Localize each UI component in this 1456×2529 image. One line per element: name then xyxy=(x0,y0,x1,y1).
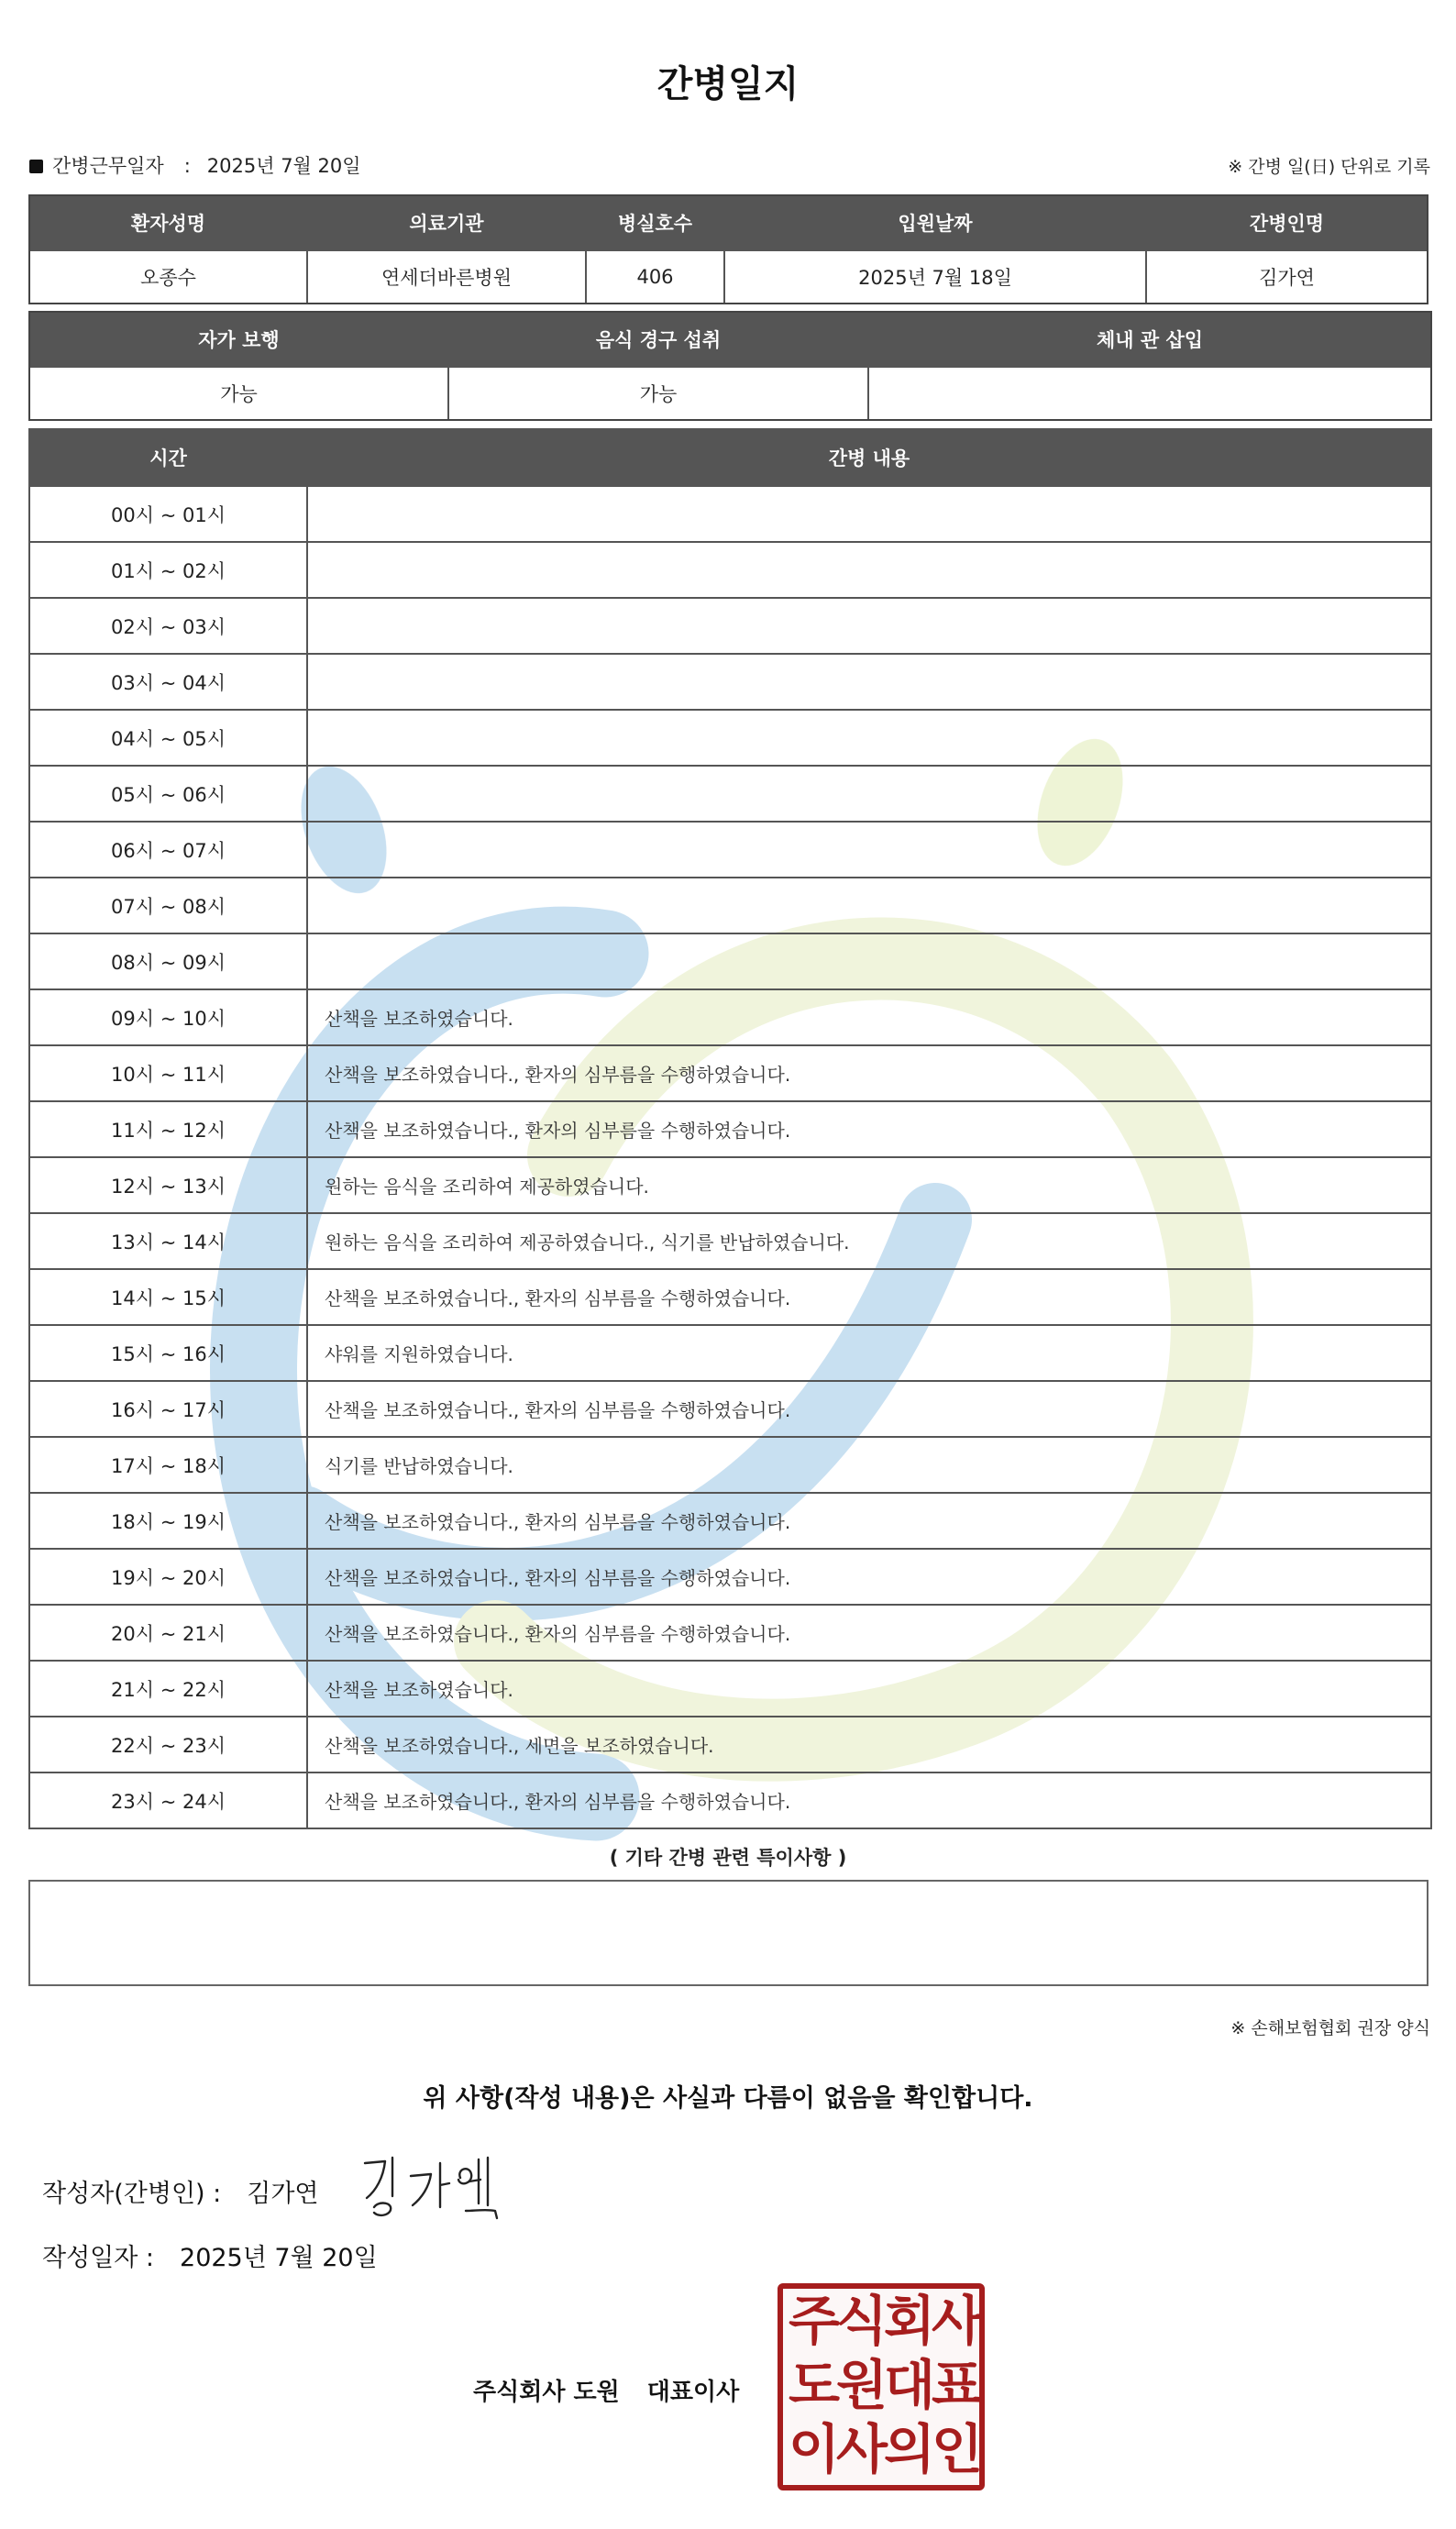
log-time: 16시 ~ 17시 xyxy=(30,1380,308,1436)
log-row xyxy=(30,1156,1430,1212)
writer-line xyxy=(42,2173,319,2209)
log-row xyxy=(30,653,1430,709)
log-time: 13시 ~ 14시 xyxy=(30,1212,308,1268)
status-header-row xyxy=(30,313,1430,366)
log-note xyxy=(308,541,1430,597)
log-note: 산책을 보조하였습니다., 환자의 심부름을 수행하였습니다. xyxy=(308,1268,1430,1324)
seal-character: 의 xyxy=(884,2418,936,2480)
form-note: ※ 손해보험협회 권장 양식 xyxy=(1230,2018,1430,2038)
log-note xyxy=(308,933,1430,988)
patient-name: 오종수 xyxy=(30,249,308,303)
header-care-content: 간병 내용 xyxy=(308,430,1430,485)
confirmation-statement: 위 사항(작성 내용)은 사실과 다름이 없음을 확인합니다. xyxy=(423,2084,1033,2113)
seal-character: 사 xyxy=(932,2290,984,2352)
writer-name: 김가연 xyxy=(247,2180,319,2208)
log-row xyxy=(30,1548,1430,1604)
log-time: 15시 ~ 16시 xyxy=(30,1324,308,1380)
log-row xyxy=(30,933,1430,988)
seal-row xyxy=(783,2289,984,2353)
log-note: 산책을 보조하였습니다., 환자의 심부름을 수행하였습니다. xyxy=(308,1380,1430,1436)
log-note: 샤워를 지원하였습니다. xyxy=(308,1324,1430,1380)
log-time: 22시 ~ 23시 xyxy=(30,1716,308,1772)
hospital: 연세더바른병원 xyxy=(308,249,587,303)
work-date xyxy=(29,151,361,179)
log-row xyxy=(30,1492,1430,1548)
log-time: 09시 ~ 10시 xyxy=(30,988,308,1044)
log-row xyxy=(30,709,1430,765)
work-date-separator: : xyxy=(183,155,191,177)
header-admission-date: 입원날짜 xyxy=(725,196,1147,249)
log-row xyxy=(30,821,1430,877)
log-note: 산책을 보조하였습니다., 환자의 심부름을 수행하였습니다. xyxy=(308,1044,1430,1100)
log-time: 19시 ~ 20시 xyxy=(30,1548,308,1604)
seal-character: 도 xyxy=(789,2354,841,2416)
log-row xyxy=(30,541,1430,597)
header-room: 병실호수 xyxy=(587,196,725,249)
seal-character: 인 xyxy=(932,2418,984,2480)
log-time: 23시 ~ 24시 xyxy=(30,1772,308,1828)
log-row xyxy=(30,988,1430,1044)
seal-row xyxy=(783,2417,984,2481)
seal-character: 원 xyxy=(836,2354,888,2416)
log-time: 05시 ~ 06시 xyxy=(30,765,308,821)
log-time: 07시 ~ 08시 xyxy=(30,877,308,933)
log-time: 01시 ~ 02시 xyxy=(30,541,308,597)
seal-character: 식 xyxy=(836,2290,888,2352)
log-header-row xyxy=(30,430,1430,485)
log-note xyxy=(308,709,1430,765)
log-note: 원하는 음식을 조리하여 제공하였습니다., 식기를 반납하였습니다. xyxy=(308,1212,1430,1268)
log-time: 21시 ~ 22시 xyxy=(30,1660,308,1716)
admission-date: 2025년 7월 18일 xyxy=(725,249,1147,303)
log-time: 03시 ~ 04시 xyxy=(30,653,308,709)
seal-character: 주 xyxy=(789,2290,841,2352)
patient-header-row xyxy=(30,196,1427,249)
oral-intake-value: 가능 xyxy=(449,366,869,419)
seal-character: 회 xyxy=(884,2290,936,2352)
work-date-value: 2025년 7월 20일 xyxy=(206,155,361,177)
log-note xyxy=(308,653,1430,709)
log-row xyxy=(30,597,1430,653)
bullet-square-icon xyxy=(29,160,43,173)
header-patient-name: 환자성명 xyxy=(30,196,308,249)
status-value-row xyxy=(30,366,1430,419)
log-note: 산책을 보조하였습니다. xyxy=(308,1660,1430,1716)
room-number: 406 xyxy=(587,249,725,303)
company-line xyxy=(473,2373,739,2407)
log-time: 14시 ~ 15시 xyxy=(30,1268,308,1324)
header-tube-insertion: 체내 관 삽입 xyxy=(869,313,1430,366)
log-time: 02시 ~ 03시 xyxy=(30,597,308,653)
log-row xyxy=(30,877,1430,933)
seal-character: 표 xyxy=(932,2354,984,2416)
log-time: 18시 ~ 19시 xyxy=(30,1492,308,1548)
log-row xyxy=(30,765,1430,821)
log-time: 17시 ~ 18시 xyxy=(30,1436,308,1492)
log-row xyxy=(30,1268,1430,1324)
unit-note: ※ 간병 일(日) 단위로 기록 xyxy=(1228,157,1430,177)
log-note xyxy=(308,485,1430,541)
log-time: 20시 ~ 21시 xyxy=(30,1604,308,1660)
log-row xyxy=(30,1604,1430,1660)
log-note: 원하는 음식을 조리하여 제공하였습니다. xyxy=(308,1156,1430,1212)
patient-value-row xyxy=(30,249,1427,303)
log-row xyxy=(30,1324,1430,1380)
write-date-label: 작성일자 : xyxy=(42,2244,155,2272)
seal-row xyxy=(783,2353,984,2417)
remarks-label: ( 기타 간병 관련 특이사항 ) xyxy=(609,1847,847,1869)
care-log-table xyxy=(28,428,1432,1829)
log-note: 산책을 보조하였습니다., 환자의 심부름을 수행하였습니다. xyxy=(308,1772,1430,1828)
remarks-box xyxy=(28,1880,1428,1986)
log-note xyxy=(308,765,1430,821)
writer-label: 작성자(간병인) : xyxy=(42,2180,222,2208)
log-time: 10시 ~ 11시 xyxy=(30,1044,308,1100)
header-time: 시간 xyxy=(30,430,308,485)
log-note: 산책을 보조하였습니다., 환자의 심부름을 수행하였습니다. xyxy=(308,1100,1430,1156)
log-time: 00시 ~ 01시 xyxy=(30,485,308,541)
company-name: 주식회사 도원 xyxy=(473,2379,620,2406)
log-note xyxy=(308,877,1430,933)
log-row xyxy=(30,1716,1430,1772)
log-row xyxy=(30,1380,1430,1436)
log-row xyxy=(30,485,1430,541)
log-time: 08시 ~ 09시 xyxy=(30,933,308,988)
log-note: 산책을 보조하였습니다., 환자의 심부름을 수행하였습니다. xyxy=(308,1492,1430,1548)
header-walking: 자가 보행 xyxy=(30,313,449,366)
seal-character: 사 xyxy=(836,2418,888,2480)
log-note: 산책을 보조하였습니다. xyxy=(308,988,1430,1044)
log-note: 산책을 보조하였습니다., 환자의 심부름을 수행하였습니다. xyxy=(308,1548,1430,1604)
header-oral-intake: 음식 경구 섭취 xyxy=(449,313,869,366)
log-note: 산책을 보조하였습니다., 환자의 심부름을 수행하였습니다. xyxy=(308,1604,1430,1660)
log-row xyxy=(30,1436,1430,1492)
log-time: 11시 ~ 12시 xyxy=(30,1100,308,1156)
caregiver-name: 김가연 xyxy=(1147,249,1427,303)
log-time: 04시 ~ 05시 xyxy=(30,709,308,765)
tube-insertion-value xyxy=(869,366,1430,419)
log-note xyxy=(308,597,1430,653)
seal-character: 대 xyxy=(884,2354,936,2416)
log-time: 12시 ~ 13시 xyxy=(30,1156,308,1212)
ceo-label: 대표이사 xyxy=(646,2379,740,2406)
log-note: 식기를 반납하였습니다. xyxy=(308,1436,1430,1492)
work-date-label: 간병근무일자 xyxy=(52,155,164,177)
log-note: 산책을 보조하였습니다., 세면을 보조하였습니다. xyxy=(308,1716,1430,1772)
header-hospital: 의료기관 xyxy=(308,196,587,249)
log-row xyxy=(30,1100,1430,1156)
walking-value: 가능 xyxy=(30,366,449,419)
log-row xyxy=(30,1772,1430,1828)
patient-status-table xyxy=(28,311,1432,421)
patient-info-table xyxy=(28,194,1428,304)
company-seal-stamp xyxy=(778,2283,985,2490)
log-row xyxy=(30,1212,1430,1268)
handwritten-signature xyxy=(358,2150,523,2224)
header-caregiver: 간병인명 xyxy=(1147,196,1427,249)
log-note xyxy=(308,821,1430,877)
seal-character: 이 xyxy=(789,2418,841,2480)
write-date-line xyxy=(42,2237,378,2273)
log-row xyxy=(30,1044,1430,1100)
log-time: 06시 ~ 07시 xyxy=(30,821,308,877)
write-date-value: 2025년 7월 20일 xyxy=(180,2244,378,2272)
log-row xyxy=(30,1660,1430,1716)
page-title: 간병일지 xyxy=(656,63,800,105)
